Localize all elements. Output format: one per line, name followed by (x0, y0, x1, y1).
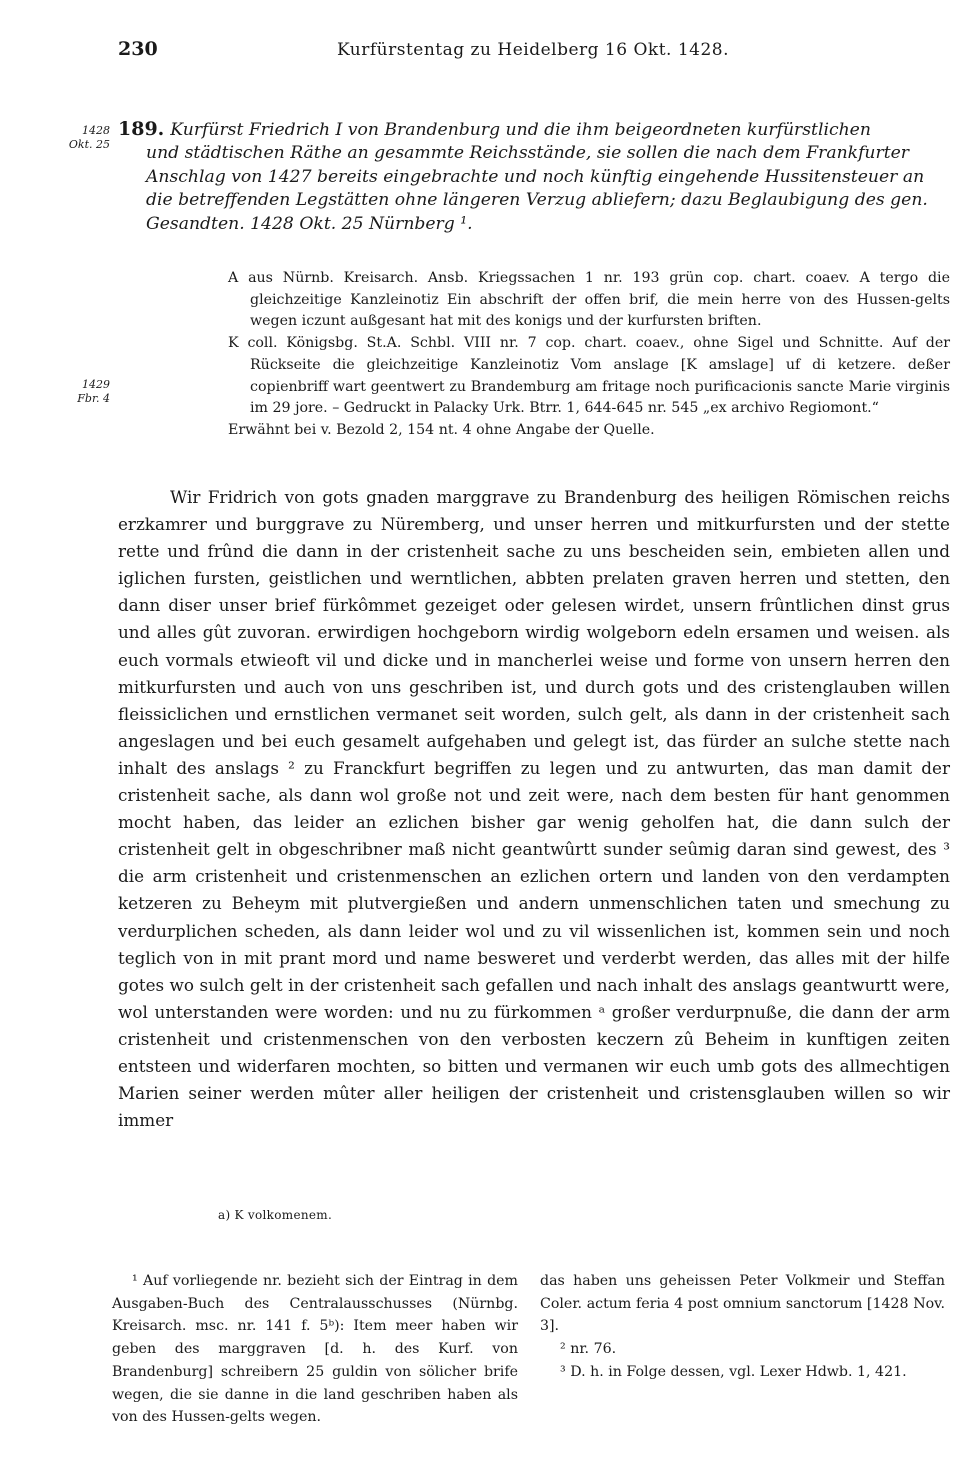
margin-date-middle-text: 1429 Fbr. 4 (77, 378, 110, 405)
source-a: A aus Nürnb. Kreisarch. Ansb. Kriegssachen 1 nr. 193 grün cop. chart. coaev. A tergo die gleichzeitige Kanzleinotiz Ein abschrift der offen brif, die mein herre von des Hussen-gelts wegen iczunt außgesant hat mit des konigs und der kurfursten briften. (228, 270, 950, 330)
page-header (118, 38, 948, 64)
footnote-variant-a: a) K volkomenem. (218, 1208, 333, 1222)
main-text (118, 484, 950, 1134)
running-head: Kurfürstentag zu Heidelberg 16 Okt. 1428. (336, 40, 730, 60)
footnote-1-right: das haben uns geheissen Peter Volkmeir und Steffan Coler. actum feria 4 post omnium sanctorum [1428 Nov. 3]. (540, 1273, 945, 1335)
regest-continuation: und städtischen Räthe an gesammte Reichsstände, sie sollen die nach dem Frankfurter Anschlag von 1427 bereits eingebrachte und noch künftig eingehende Hussitensteuer an die betreffenden Legstätten ohne längeren Verzug abliefern; dazu Beglaubigung des gen. Gesandten. 1428 Okt. 25 Nürnberg ¹. (146, 143, 928, 234)
footnote-2: ² nr. 76. (560, 1341, 617, 1358)
page-number: 230 (118, 38, 158, 60)
main-text-paragraph: Wir Fridrich von gots gnaden marggrave zu Brandenburg des heiligen Römischen reichs erzkamrer und burggrave zu Nüremberg, und unser herren und mitkurfursten und der stette rette und frûnd die dann in der cristenheit sache zu uns bescheiden sein, embieten allen und iglichen fursten, geistlichen und werntlichen, abbten prelaten graven herren und stetten, den dann diser unser brief fürkômmet gezeiget oder gelesen wirdet, unsern frûntlichen dinst grus und alles gût zuvoran. erwirdigen hochgeborn wirdig wolgeborn edeln ersamen und weisen. als euch vormals etwieoft vil und dicke und in mancherlei weise und forme von unsern herren den mitkurfursten und auch von uns geschriben ist, und durch gots und des cristenglauben willen fleissiclichen und ernstlichen vermanet seit worden, sulch gelt, als dann in der cristenheit sach angeslagen und bei euch gesamelt aufgehaben und gelegt ist, das fürder an sulche stette nach inhalt des anslags ² zu Franckfurt begriffen zu legen und zu antwurten, das man damit der cristenheit sache, als dann wol große not und zeit were, nach dem besten für hant genommen mocht haben, das leider an ezlichen bisher gar wenig geholfen hat, die dann sulch der cristenheit gelt in obgeschribner maß nicht geantwûrtt sunder seûmig daran sind gewest, des ³ die arm cristenheit und cristenmenschen an ezlichen ortern und landen von den verdampten ketzeren zu Beheym mit plutvergießen und andern unmenschlichen taten und smechung zu verdurplichen scheden, als dann leider wol und zu vil wissenlichen ist, kommen sein und noch teglich von in mit prant mord und name besweret und verderbt werden, das alles mit der hilfe gotes wo sulch gelt in der cristenheit sach gefallen und nach inhalt des anslags geantwurtt were, wol unterstanden were worden: und nu zu fürkommen ᵃ großer verdurpnuße, die dann der arm cristenheit und cristenmenschen von den verbosten keczern zû Beheim in kunftigen zeiten entsteen und widerfaren mochten, so bitten und vermanen wir euch umb gots des allmechtigen Marien seiner werden mûter aller heiligen der cristenheit und cristensglauben willen so wir immer (118, 487, 950, 1131)
footnotes-left-column (112, 1270, 518, 1429)
regest-first-line: Kurfürst Friedrich I von Brandenburg und die ihm beigeordneten kurfürstlichen (170, 120, 871, 140)
source-k: K coll. Königsbg. St.A. Schbl. VIII nr. 7 cop. chart. coaev., ohne Sigel und Schnitte. Auf der Rückseite die gleichzeitige Kanzleinotiz Vom anslage [K amslage] uf di ketzere. deßer copienbriff wart geentwert zu Brandemburg am fritage noch purificacionis sancte Marie virginis im 29 jore. – Gedruckt in Palacky Urk. Btrr. 1, 644-645 nr. 545 „ex archivo Regiomont.“ (228, 335, 950, 417)
margin-date-top-text: 1428 Okt. 25 (68, 124, 110, 151)
document-number: 189. (118, 118, 165, 140)
source-mention: Erwähnt bei v. Bezold 2, 154 nt. 4 ohne Angabe der Quelle. (228, 421, 655, 438)
margin-date-middle (48, 378, 110, 406)
regest-heading (118, 118, 950, 236)
footnotes-right-column (540, 1270, 945, 1384)
footnote-1-left: ¹ Auf vorliegende nr. bezieht sich der Eintrag in dem Ausgaben-Buch des Centralausschusses (Nürnbg. Kreisarch. msc. nr. 141 f. 5ᵇ): Item meer haben wir geben des marggraven [d. h. des Kurf. von Brandenburg] schreibern 25 guldin von sölicher brife wegen, die sie danne in die land geschriben haben als von des Hussen-gelts wegen. (112, 1273, 518, 1426)
footnote-3: ³ D. h. in Folge dessen, vgl. Lexer Hdwb. 1, 421. (560, 1363, 907, 1380)
source-apparatus (228, 268, 950, 442)
margin-date-top (48, 124, 110, 152)
